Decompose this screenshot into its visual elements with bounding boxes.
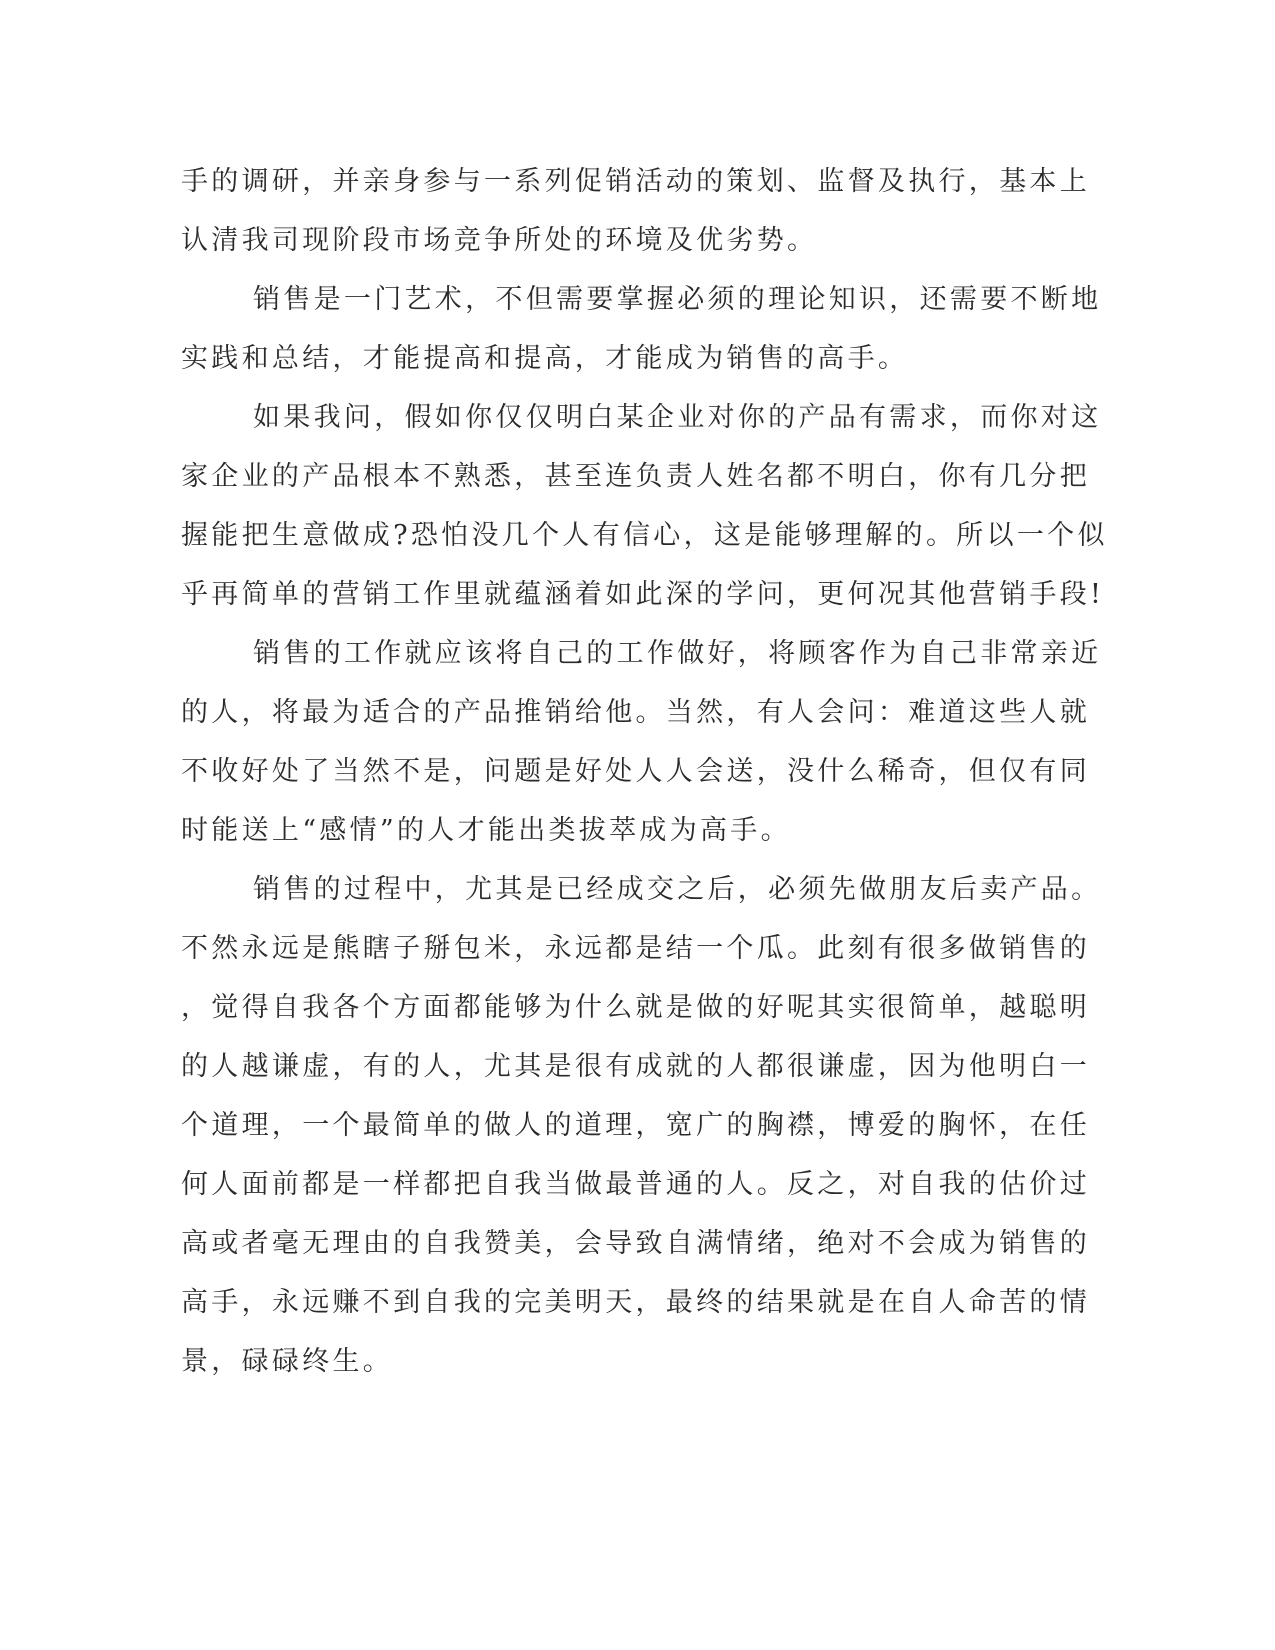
text-line-19: 高或者毫无理由的自我赞美，会导致自满情绪，绝对不会成为销售的: [181, 1228, 1090, 1259]
text-line-14: 不然永远是熊瞎子掰包米，永远都是结一个瓜。此刻有很多做销售的: [181, 933, 1090, 964]
text-line-1: 手的调研，并亲身参与一系列促销活动的策划、监督及执行，基本上: [181, 166, 1090, 197]
text-line-11: 不收好处了当然不是，问题是好处人人会送，没什么稀奇，但仅有同: [181, 756, 1090, 787]
text-line-7: 握能把生意做成?恐怕没几个人有信心，这是能够理解的。所以一个似: [181, 520, 1108, 551]
text-line-6: 家企业的产品根本不熟悉，甚至连负责人姓名都不明白，你有几分把: [181, 461, 1090, 492]
text-line-15: ，觉得自我各个方面都能够为什么就是做的好呢其实很简单，越聪明: [181, 992, 1090, 1023]
text-line-20: 高手，永远赚不到自我的完美明天，最终的结果就是在自人命苦的情: [181, 1287, 1090, 1318]
text-line-4: 实践和总结，才能提高和提高，才能成为销售的高手。: [181, 343, 909, 374]
text-line-3: 销售是一门艺术，不但需要掌握必须的理论知识，还需要不断地: [253, 284, 1102, 315]
text-line-8: 乎再简单的营销工作里就蕴涵着如此深的学问，更何况其他营销手段!: [181, 579, 1105, 610]
text-line-2: 认清我司现阶段市场竞争所处的环境及优劣势。: [181, 225, 818, 256]
text-line-17: 个道理，一个最简单的做人的道理，宽广的胸襟，博爱的胸怀，在任: [181, 1110, 1090, 1141]
text-line-12: 时能送上“感情”的人才能出类拔萃成为高手。: [181, 815, 791, 846]
text-line-10: 的人，将最为适合的产品推销给他。当然，有人会问：难道这些人就: [181, 697, 1090, 728]
text-line-9: 销售的工作就应该将自己的工作做好，将顾客作为自己非常亲近: [253, 638, 1102, 669]
text-line-21: 景，碌碌终生。: [181, 1346, 394, 1377]
text-line-13: 销售的过程中，尤其是已经成交之后，必须先做朋友后卖产品。: [253, 874, 1102, 905]
text-line-18: 何人面前都是一样都把自我当做最普通的人。反之，对自我的估价过: [181, 1169, 1090, 1200]
document-body: [181, 152, 1108, 1391]
text-line-5: 如果我问，假如你仅仅明白某企业对你的产品有需求，而你对这: [253, 402, 1102, 433]
text-line-16: 的人越谦虚，有的人，尤其是很有成就的人都很谦虚，因为他明白一: [181, 1051, 1090, 1082]
